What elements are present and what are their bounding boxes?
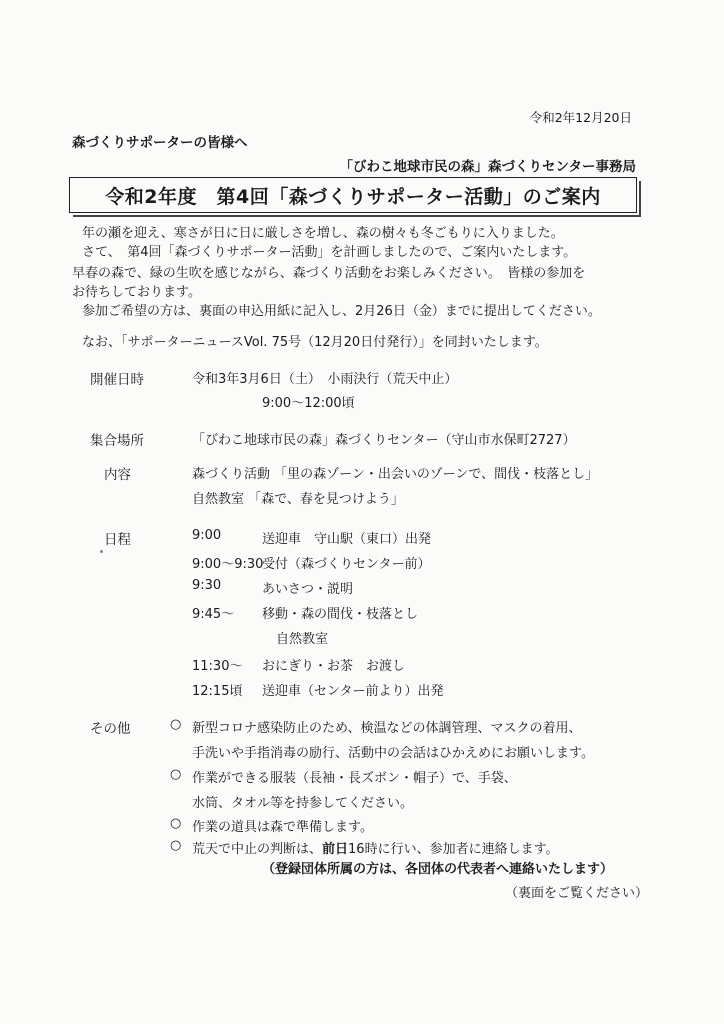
schedule-time: 12:15頃 [192,684,243,699]
content-label: 内容 [104,467,131,483]
schedule-desc: 自然教室 [276,632,329,647]
bullet-icon: ○ [170,717,182,732]
schedule-desc: 受付（森づくりセンター前） [262,557,431,572]
schedule-time: 9:30 [192,578,222,593]
schedule-time: 9:00 [192,528,222,543]
document-date: 令和2年12月20日 [529,110,632,125]
bullet-icon: ○ [170,816,182,831]
bullet-icon: ○ [170,838,182,853]
schedule-time: 9:45～ [192,607,235,622]
note-line-5: 作業の道具は森で準備します。 [192,820,373,835]
scan-speck [100,550,103,553]
time-value: 9:00～12:00頃 [262,396,355,411]
schedule-desc: 送迎車 守山駅（東口）出発 [262,532,432,547]
place-label: 集合場所 [90,433,144,449]
intro-line-6: なお、「サポーターニュースVol. 75号（12月20日付発行）」を同封いたします。 [82,335,548,350]
bullet-icon: ○ [170,767,182,782]
other-label: その他 [90,721,131,737]
schedule-desc: あいさつ・説明 [262,582,354,597]
schedule-desc: おにぎり・お茶 お渡し [262,659,406,674]
intro-line-4: お待ちしております。 [72,285,201,300]
schedule-time: 11:30～ [192,659,243,674]
group-contact-note: （登録団体所属の方は、各団体の代表者へ連絡いたします） [262,862,614,877]
note-line-6-post: 16時に行い、参加者に連絡します。 [348,842,559,857]
page-title: 令和2年度 第4回「森づくりサポーター活動」のご案内 [105,185,601,208]
see-back-note: （裏面をご覧ください） [504,886,648,901]
note-line-4: 水筒、タオル等を持参してください。 [192,796,414,811]
note-line-1: 新型コロナ感染防止のため、検温などの体調管理、マスクの着用、 [192,721,582,736]
intro-line-1: 年の瀬を迎え、寒さが日に日に厳しさを増し、森の樹々も冬ごもりに入りました。 [82,226,564,241]
note-line-6-pre: 荒天で中止の判断は、 [192,842,323,857]
note-line-2: 手洗いや手指消毒の励行、活動中の会話はひかえめにお願いします。 [192,746,594,761]
schedule-label: 日程 [104,532,131,548]
date-label: 開催日時 [90,372,144,388]
schedule-desc: 送迎車（センター前より）出発 [262,684,444,699]
intro-line-5: 参加ご希望の方は、裏面の申込用紙に記入し、2月26日（金）までに提出してください。 [82,304,601,319]
note-line-6 [192,838,559,857]
title-box [69,177,637,213]
date-value: 令和3年3月6日（土） 小雨決行（荒天中止） [192,372,458,387]
content-value-1: 森づくり活動 「里の森ゾーン・出会いのゾーンで、間伐・枝落とし」 [192,467,599,482]
schedule-time: 9:00～9:30 [192,557,264,572]
addressee: 森づくりサポーターの皆様へ [72,135,248,151]
intro-line-3: 早春の森で、緑の生吹を感じながら、森づくり活動をお楽しみください。 皆様の参加を [72,266,586,281]
note-line-6-bold: 前日 [322,842,349,857]
note-line-3: 作業ができる服装（長袖・長ズボン・帽子）で、手袋、 [192,771,517,786]
content-value-2: 自然教室 「森で、春を見つけよう」 [192,492,404,507]
sender: 「びわこ地球市民の森」森づくりセンター事務局 [339,159,636,175]
intro-line-2: さて、 第4回「森づくりサポーター活動」を計画しましたので、ご案内いたします。 [82,245,577,260]
place-value: 「びわこ地球市民の森」森づくりセンター（守山市水保町2727） [192,433,576,448]
schedule-desc: 移動・森の間伐・枝落とし [262,607,419,622]
